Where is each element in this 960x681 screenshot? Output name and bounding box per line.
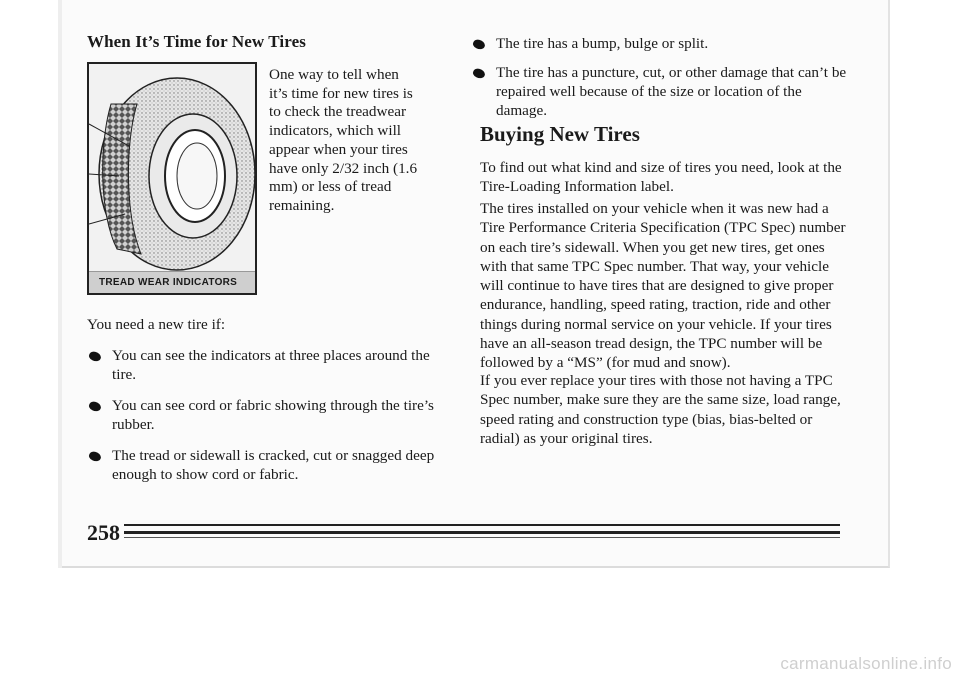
tire-illustration <box>89 64 255 271</box>
page-number: 258 <box>87 520 120 545</box>
bullet-icon <box>472 67 487 81</box>
paragraph-tire-label: To find out what kind and size of tires you need, look at the Tire-Loading Information label. <box>480 159 842 196</box>
bullet-icon <box>88 400 103 414</box>
paragraph-tpc-spec: The tires installed on your vehicle when it was new had a Tire Performance Criteria Specification (TPC Spec) number on each tire’s sidewall. When you get new tires, get ones with that same TPC Spec number. That way, your vehicle will continue to have tires that are designed to give proper endurance, handling, speed rating, traction, ride and other things during normal service on your vehicle. If your tires have an all-season tread design, the TPC number will be followed by a “MS” (for mud and snow). <box>480 200 846 372</box>
figure-caption: TREAD WEAR INDICATORS <box>89 271 255 293</box>
section-heading: When It’s Time for New Tires <box>87 32 306 51</box>
bullet-icon <box>88 450 103 464</box>
watermark: carmanualsonline.info <box>780 654 952 673</box>
list-item: You can see cord or fabric showing through the tire’s rubber. <box>86 396 456 434</box>
right-bullet-list <box>470 34 850 130</box>
buying-new-tires-heading: Buying New Tires <box>480 122 640 146</box>
bullet-icon <box>88 350 103 364</box>
list-item: The tire has a bump, bulge or split. <box>470 34 850 53</box>
intro-paragraph: One way to tell when it’s time for new tires is to check the treadwear indicators, which will appear when your tires have only 2/32 inch (1.6 mm) or less of tread remaining. <box>269 66 418 214</box>
footer-rule <box>124 524 840 526</box>
footer-rule <box>124 537 840 538</box>
left-bullet-list <box>86 346 456 496</box>
list-item: The tread or sidewall is cracked, cut or snagged deep enough to show cord or fabric. <box>86 446 456 484</box>
list-item: The tire has a puncture, cut, or other damage that can’t be repaired well because of the size or location of the damage. <box>470 63 850 120</box>
need-new-tire-label: You need a new tire if: <box>87 316 226 333</box>
page-edge <box>58 0 62 568</box>
list-item: You can see the indicators at three places around the tire. <box>86 346 456 384</box>
bullet-icon <box>472 38 487 52</box>
tread-wear-figure <box>87 62 257 295</box>
paragraph-replacement: If you ever replace your tires with those not having a TPC Spec number, make sure they are the same size, load range, speed rating and construction type (bias, bias-belted or radial) as your original tires. <box>480 372 841 447</box>
footer-rule <box>124 531 840 534</box>
